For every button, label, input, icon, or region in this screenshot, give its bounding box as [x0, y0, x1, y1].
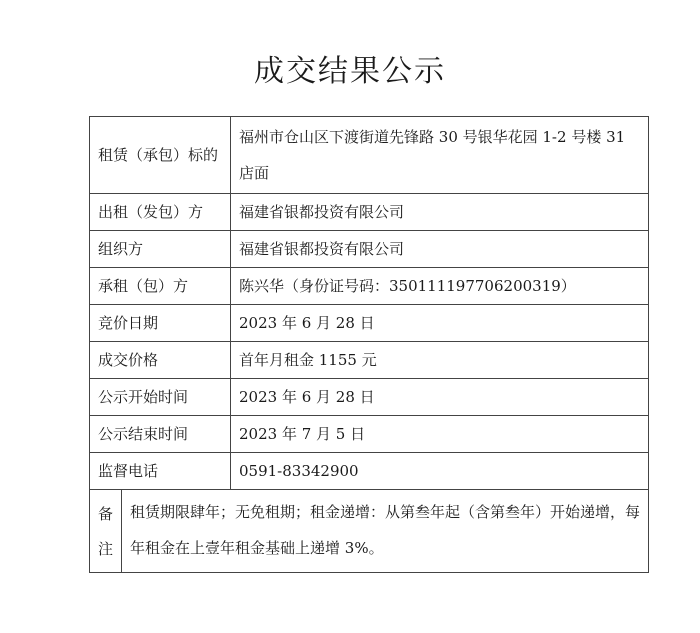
row-value-bid-date: 2023 年 6 月 28 日 [231, 305, 649, 342]
row-value-notice-start: 2023 年 6 月 28 日 [231, 379, 649, 416]
table-row [90, 379, 649, 416]
table-row [90, 416, 649, 453]
table-row [90, 305, 649, 342]
remarks-text: 租赁期限肆年；无免租期；租金递增：从第叁年起（含第叁年）开始递增，每年租金在上壹年租金基础上递增 3%。 [130, 503, 641, 557]
row-value-lessor: 福建省银都投资有限公司 [231, 194, 649, 231]
result-table [89, 116, 649, 573]
table-row [90, 342, 649, 379]
table-row [90, 117, 649, 194]
row-label-hotline: 监督电话 [90, 453, 231, 490]
remarks-label-bottom: 注 [97, 539, 113, 558]
remarks-cell [90, 490, 649, 573]
row-value-notice-end: 2023 年 7 月 5 日 [231, 416, 649, 453]
row-label-notice-start: 公示开始时间 [90, 379, 231, 416]
row-value-lessee: 陈兴华（身份证号码：350111197706200319） [231, 268, 649, 305]
row-label-lessee: 承租（包）方 [90, 268, 231, 305]
table-row [90, 268, 649, 305]
table-row [90, 231, 649, 268]
table-row [90, 453, 649, 490]
remarks-label-top: 备 [97, 504, 113, 523]
row-label-notice-end: 公示结束时间 [90, 416, 231, 453]
row-value-subject: 福州市仓山区下渡街道先锋路 30 号银华花园 1-2 号楼 31 店面 [231, 117, 649, 194]
row-value-price: 首年月租金 1155 元 [231, 342, 649, 379]
row-label-price: 成交价格 [90, 342, 231, 379]
row-label-subject: 租赁（承包）标的 [90, 117, 231, 194]
table-row-remarks [90, 490, 649, 573]
table-row [90, 194, 649, 231]
row-value-hotline: 0591-83342900 [231, 453, 649, 490]
row-label-lessor: 出租（发包）方 [90, 194, 231, 231]
remarks-label [90, 490, 122, 572]
row-value-organizer: 福建省银都投资有限公司 [231, 231, 649, 268]
page-title: 成交结果公示 [254, 54, 446, 89]
row-label-bid-date: 竞价日期 [90, 305, 231, 342]
row-label-organizer: 组织方 [90, 231, 231, 268]
remarks-row [90, 490, 648, 572]
